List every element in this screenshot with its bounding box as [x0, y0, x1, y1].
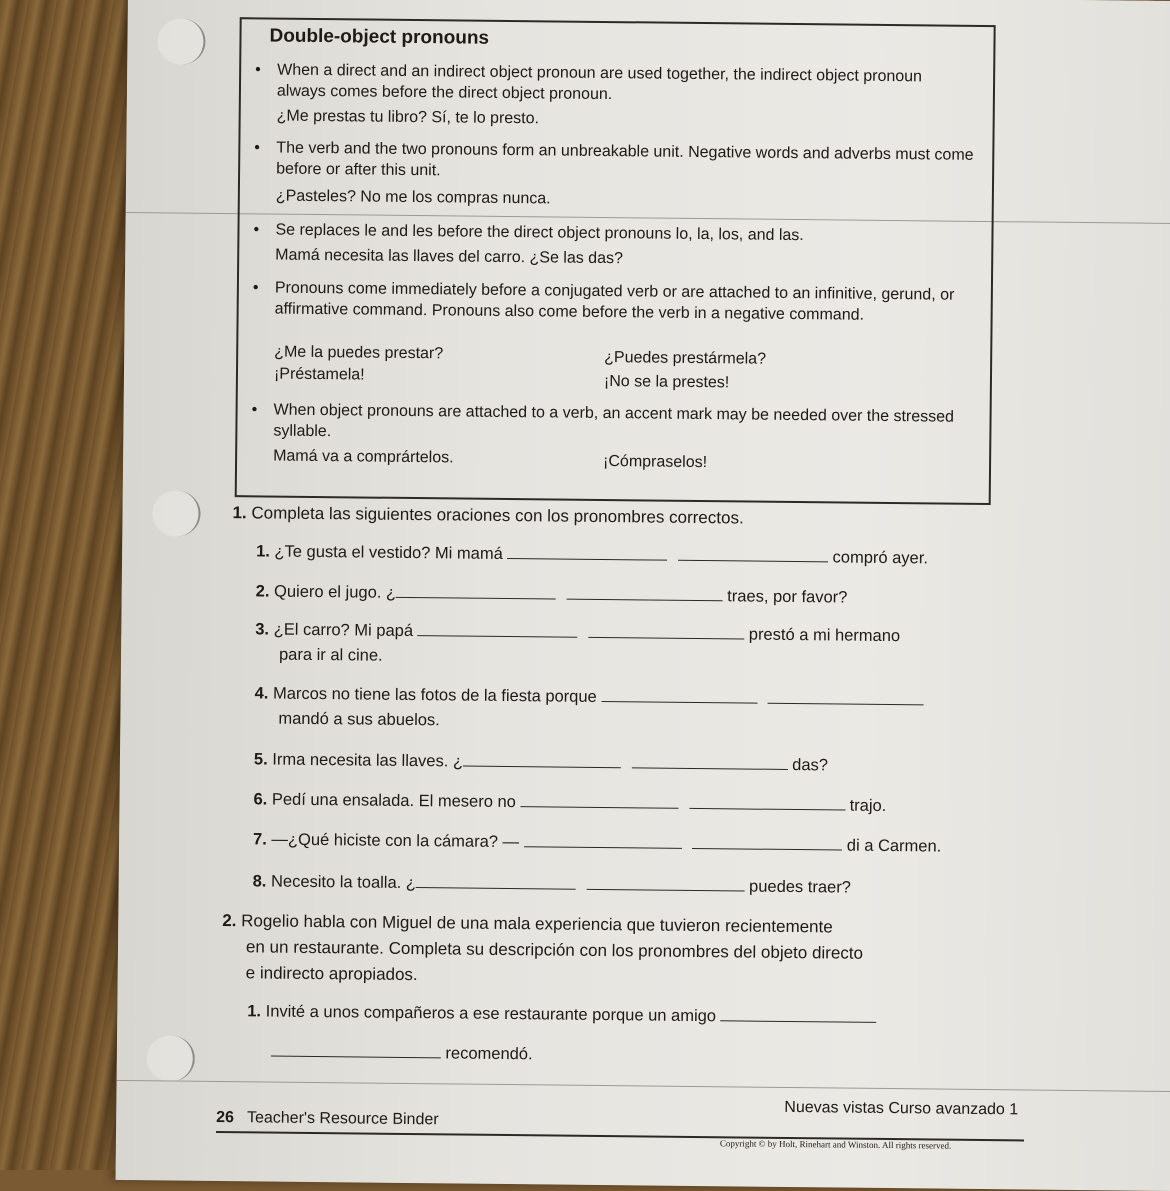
exercise-1-item-2: 2. Quiero el jugo. ¿ traes, por favor?: [255, 582, 848, 607]
exercise-1-item-6: 6. Pedí una ensalada. El mesero no trajo.: [253, 790, 887, 815]
exercise-1-heading: 1. Completa las siguientes oraciones con los pronombres correctos.: [232, 503, 744, 528]
grammar-box: [235, 17, 996, 505]
footer-right: Nuevas vistas Curso avanzado 1: [784, 1098, 1019, 1119]
answer-blank[interactable]: [692, 834, 842, 851]
exercise-2-line-2: en un restaurante. Completa su descripción con los pronombres del objeto directo: [245, 937, 864, 963]
page-fold-line-bottom: [117, 1080, 1170, 1092]
rule-1: • When a direct and an indirect object pronoun are used together, the indirect object pronoun always comes before the direct object pronoun. ¿Me prestas tu libro? Sí, te lo presto.: [255, 61, 923, 128]
answer-blank[interactable]: [768, 689, 924, 706]
answer-blank[interactable]: [507, 544, 667, 561]
answer-blank[interactable]: [721, 1006, 877, 1023]
answer-blank[interactable]: [416, 873, 576, 890]
answer-blank[interactable]: [586, 875, 744, 892]
answer-blank[interactable]: [689, 794, 845, 811]
example-5b: ¡Cómpraselos!: [602, 453, 708, 472]
bullet-icon: •: [254, 139, 261, 157]
answer-blank[interactable]: [632, 753, 788, 770]
exercise-1-item-4: 4. Marcos no tiene las fotos de la fiesta porque: [255, 683, 925, 710]
exercise-2-item-1: 1. Invité a unos compañeros a ese restaurante porque un amigo: [247, 1001, 877, 1028]
exercise-1-item-1: 1. ¿Te gusta el vestido? Mi mamá compró ayer.: [256, 542, 929, 568]
binder-hole-top: [157, 18, 205, 65]
exercise-2-heading: 2. Rogelio habla con Miguel de una mala experiencia que tuvieron recientemente: [222, 911, 833, 937]
bullet-icon: •: [252, 279, 259, 297]
binder-hole-bottom: [147, 1035, 195, 1082]
answer-blank[interactable]: [396, 583, 556, 600]
copyright-text: Copyright © by Holt, Rinehart and Winston. All rights reserved.: [719, 1138, 952, 1151]
rule-2: • The verb and the two pronouns form an unbreakable unit. Negative words and adverbs must come before or after this unit. ¿Pasteles? No me los compras nunca.: [254, 139, 974, 208]
exercise-1-item-4-cont: mandó a sus abuelos.: [278, 709, 440, 730]
answer-blank[interactable]: [463, 752, 621, 769]
example-4d: ¡No se la prestes!: [603, 373, 730, 392]
exercise-1-item-8: 8. Necesito la toalla. ¿ puedes traer?: [252, 872, 852, 897]
exercise-1-item-3-cont: para ir al cine.: [278, 645, 383, 665]
rule-4: • Pronouns come immediately before a conjugated verb or are attached to an infinitive, gerund, or affirmative command. Pronouns also come before the verb in a negative command.: [252, 279, 955, 324]
exercise-2-line-3: e indirecto apropiados.: [245, 963, 418, 985]
answer-blank[interactable]: [601, 687, 757, 704]
answer-blank[interactable]: [271, 1042, 441, 1059]
bullet-icon: •: [255, 61, 261, 79]
example-4b: ¿Puedes prestármela?: [604, 349, 767, 368]
exercise-1-item-3: 3. ¿El carro? Mi papá prestó a mi hermano: [255, 620, 901, 646]
answer-blank[interactable]: [520, 792, 678, 809]
bullet-icon: •: [253, 221, 260, 239]
exercise-1-item-7: 7. —¿Qué hiciste con la cámara? — di a Carmen.: [253, 830, 942, 856]
exercise-2-item-1-cont: recomendó.: [271, 1042, 533, 1065]
worksheet-page: [116, 0, 1170, 1191]
box-title: Double-object pronouns: [269, 25, 490, 49]
answer-blank[interactable]: [418, 621, 578, 638]
example-5a: Mamá va a comprártelos.: [273, 447, 454, 467]
answer-blank[interactable]: [524, 832, 682, 849]
answer-blank[interactable]: [567, 585, 723, 602]
example-4c: ¡Préstamela!: [273, 365, 365, 384]
example-4a: ¿Me la puedes prestar?: [274, 343, 444, 363]
exercise-1-item-5: 5. Irma necesita las llaves. ¿ das?: [253, 750, 829, 775]
rule-5: • When object pronouns are attached to a verb, an accent mark may be needed over the stressed syllable.: [251, 401, 955, 441]
bullet-icon: •: [251, 401, 258, 419]
footer-left: 26 Teacher's Resource Binder: [216, 1108, 439, 1129]
answer-blank[interactable]: [588, 623, 744, 640]
binder-hole-middle: [152, 490, 200, 537]
answer-blank[interactable]: [678, 546, 828, 563]
rule-3: • Se replaces le and les before the direct object pronouns lo, la, los, and las. Mamá necesita las llaves del carro. ¿Se las das?: [253, 221, 804, 268]
